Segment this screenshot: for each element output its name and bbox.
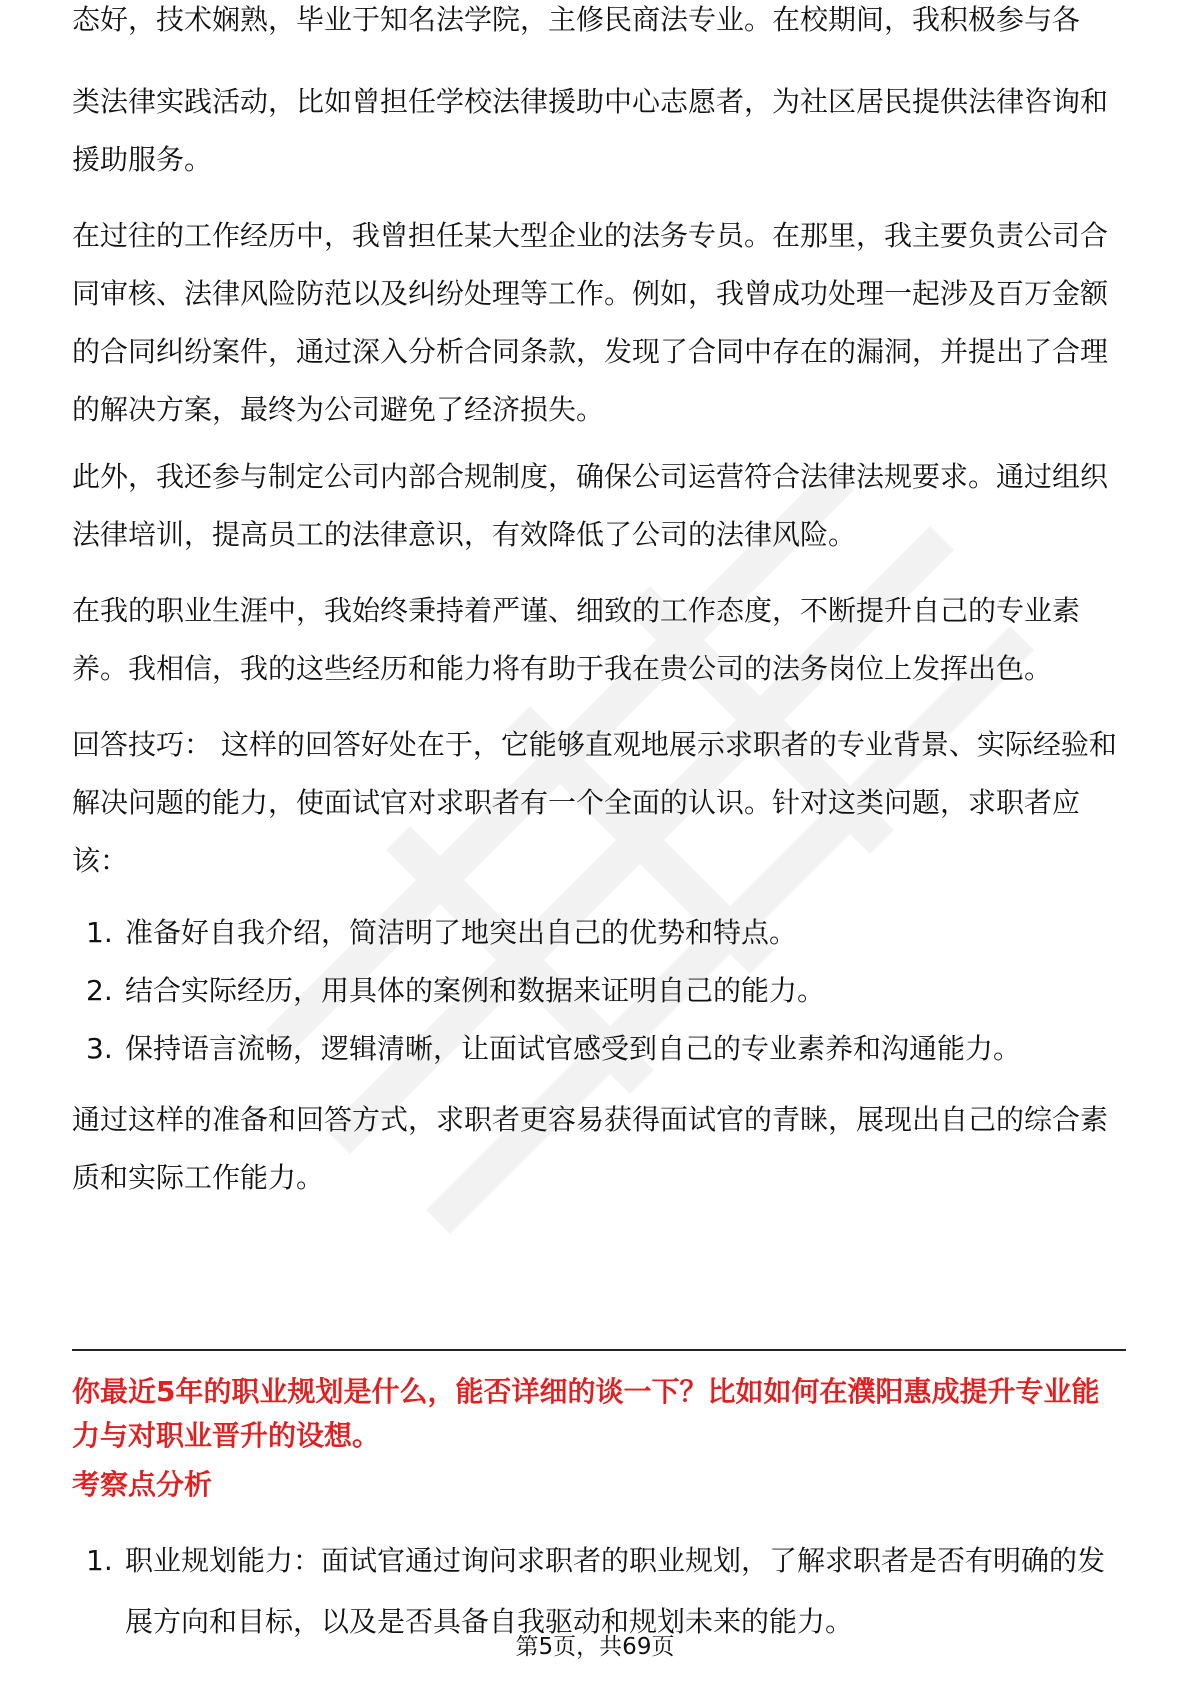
partial-line <box>72 3 1122 68</box>
interview-question: 你最近5年的职业规划是什么，能否详细的谈一下？比如如何在濮阳惠成提升专业能力与对职业晋升的设想。 <box>72 1375 1100 1452</box>
paragraph-conclusion: 通过这样的准备和回答方式，求职者更容易获得面试官的青睐，展现出自己的综合素质和实际工作能力。 <box>72 1103 1109 1194</box>
partial-line-text: 态好，技术娴熟，毕业于知名法学院，主修民商法专业。在校期间，我积极参与各 <box>72 3 1081 36</box>
paragraph-answer-tips: 回答技巧： 这样的回答好处在于，它能够直观地展示求职者的专业背景、实际经验和解决问题的能力，使面试官对求职者有一个全面的认识。针对这类问题，求职者应该： <box>72 728 1117 877</box>
paragraph-career-attitude: 在我的职业生涯中，我始终秉持着严谨、细致的工作态度，不断提升自己的专业素养。我相信，我的这些经历和能力将有助于我在贵公司的法务岗位上发挥出色。 <box>72 594 1081 685</box>
list-item <box>72 904 1122 962</box>
paragraph-compliance: 此外，我还参与制定公司内部合规制度，确保公司运营符合法律法规要求。通过组织法律培训，提高员工的法律意识，有效降低了公司的法律风险。 <box>72 460 1109 551</box>
paragraph-education: 类法律实践活动，比如曾担任学校法律援助中心志愿者，为社区居民提供法律咨询和援助服务。 <box>72 85 1109 176</box>
section-divider <box>72 1349 1126 1351</box>
list-item-text: 职业规划能力：面试官通过询问求职者的职业规划，了解求职者是否有明确的发展方向和目标，以及是否具备自我驱动和规划未来的能力。 <box>125 1544 1106 1638</box>
tips-list <box>72 904 1122 1078</box>
list-number: 1. <box>86 916 113 949</box>
page-number: 第5页，共69页 <box>515 1634 675 1660</box>
list-item-text: 准备好自我介绍，简洁明了地突出自己的优势和特点。 <box>125 916 798 949</box>
paragraph-work-experience: 在过往的工作经历中，我曾担任某大型企业的法务专员。在那里，我主要负责公司合同审核、法律风险防范以及纠纷处理等工作。例如，我曾成功处理一起涉及百万金额的合同纠纷案件，通过深入分析合同条款，发现了合同中存在的漏洞，并提出了合理的解决方案，最终为公司避免了经济损失。 <box>72 219 1109 426</box>
list-item <box>72 962 1122 1020</box>
list-number: 1. <box>86 1544 113 1577</box>
list-item-text: 保持语言流畅，逻辑清晰，让面试官感受到自己的专业素养和沟通能力。 <box>125 1032 1022 1065</box>
list-item <box>72 1020 1122 1078</box>
list-number: 2. <box>86 974 113 1007</box>
list-number: 3. <box>86 1032 113 1065</box>
analysis-heading: 考察点分析 <box>72 1468 213 1501</box>
list-item-text: 结合实际经历，用具体的案例和数据来证明自己的能力。 <box>125 974 826 1007</box>
